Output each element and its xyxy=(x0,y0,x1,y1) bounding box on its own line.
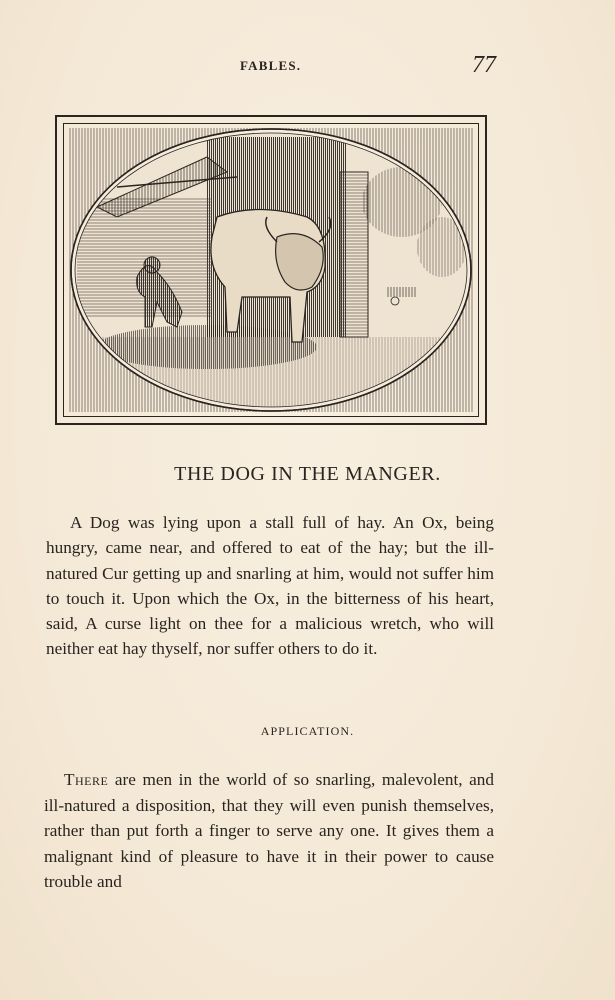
fable-title: THE DOG IN THE MANGER. xyxy=(174,463,441,485)
application-heading: APPLICATION. xyxy=(260,724,355,738)
running-head xyxy=(0,54,615,84)
application-first-word: There xyxy=(64,770,109,789)
application-text: are men in the world of so snarling, malevolent, and ill-natured a disposition, that they will even punish themselves, rather than put forth a finger to serve any one. It gives them a malignant kind of pleasure to have it in their power to cause trouble and xyxy=(44,770,494,892)
page-number: 77 xyxy=(472,52,496,78)
fable-body: A Dog was lying upon a stall full of hay. An Ox, being hungry, came near, and offered to eat of the hay; but the ill-natured Cur getting up and snarling at him, would not suffer him to touch it. Upon which the Ox, in the bitterness of his heart, said, A curse light on thee for a malicious wretch, who will neither eat hay thyself, nor suffer others to do it. xyxy=(46,513,494,659)
woodcut-dog-and-ox-icon xyxy=(57,117,485,423)
running-title: FABLES. xyxy=(240,58,302,73)
illustration-frame xyxy=(55,115,487,425)
application-body xyxy=(44,767,494,895)
